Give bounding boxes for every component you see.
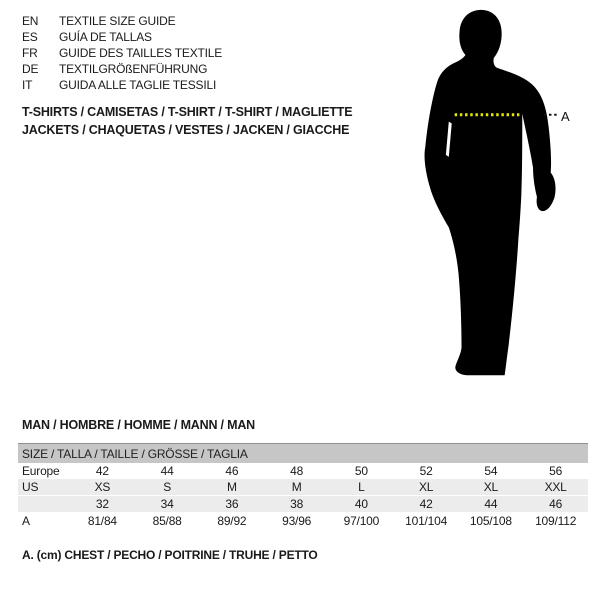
cell: 93/96 [282, 514, 312, 528]
cell: 89/92 [217, 514, 247, 528]
row-label: Europe [22, 464, 60, 478]
cell: 46 [549, 497, 563, 511]
category-tshirts: T-SHIRTS / CAMISETAS / T-SHIRT / T-SHIRT / MAGLIETTE [22, 105, 353, 119]
section-title: MAN / HOMBRE / HOMME / MANN / MAN [22, 418, 255, 432]
measure-label-a: A [561, 109, 570, 124]
cell: 54 [484, 464, 498, 478]
measurement-footnote: A. (cm) CHEST / PECHO / POITRINE / TRUHE / PETTO [22, 548, 318, 562]
language-list [22, 13, 222, 93]
category-titles [22, 103, 352, 139]
cell: XL [483, 480, 499, 494]
language-label: GUIDE DES TAILLES TEXTILE [59, 46, 223, 60]
cell: 44 [484, 497, 498, 511]
cell: 85/88 [152, 514, 182, 528]
language-row [22, 29, 222, 45]
cell: M [226, 480, 237, 494]
cell: 32 [95, 497, 109, 511]
cell: 36 [225, 497, 239, 511]
language-code: DE [22, 62, 39, 76]
man-silhouette [402, 6, 572, 388]
cell: 34 [160, 497, 174, 511]
category-jackets: JACKETS / CHAQUETAS / VESTES / JACKEN / GIACCHE [22, 123, 350, 137]
size-table-header-row [18, 444, 588, 464]
cell: 44 [160, 464, 174, 478]
table-row-us-numeric [18, 496, 588, 513]
row-label: A [22, 514, 30, 528]
cell: 40 [354, 497, 368, 511]
cell: 48 [290, 464, 304, 478]
cell: 109/112 [535, 514, 577, 528]
language-label: TEXTILGRÖßENFÜHRUNG [59, 62, 208, 76]
language-code: EN [22, 14, 39, 28]
cell: 56 [549, 464, 563, 478]
man-figure [402, 6, 600, 390]
cell: 50 [354, 464, 368, 478]
language-row [22, 61, 222, 77]
cell: 42 [419, 497, 433, 511]
language-label: GUÍA DE TALLAS [59, 30, 152, 44]
row-label: US [22, 480, 39, 494]
cell: 52 [419, 464, 433, 478]
language-row [22, 13, 222, 29]
cell: 38 [290, 497, 304, 511]
language-code: IT [22, 78, 33, 92]
table-row-us [18, 479, 588, 496]
table-row-europe [18, 463, 588, 479]
cell: M [291, 480, 302, 494]
cell: 105/108 [469, 514, 512, 528]
language-row [22, 45, 222, 61]
language-label: TEXTILE SIZE GUIDE [59, 14, 176, 28]
cell: S [163, 480, 172, 494]
cell: 46 [225, 464, 239, 478]
cell: 81/84 [87, 514, 117, 528]
size-table [18, 443, 588, 529]
cell: XXL [544, 480, 567, 494]
cell: 97/100 [343, 514, 380, 528]
row-label [18, 496, 70, 513]
cell: XL [418, 480, 434, 494]
language-row [22, 77, 222, 93]
table-row-chest-a [18, 513, 588, 530]
size-table-header: SIZE / TALLA / TAILLE / GRÖSSE / TAGLIA [18, 444, 588, 464]
cell: 101/104 [405, 514, 448, 528]
language-code: FR [22, 46, 38, 60]
language-label: GUIDA ALLE TAGLIE TESSILI [59, 78, 217, 92]
cell: 42 [95, 464, 109, 478]
language-code: ES [22, 30, 38, 44]
cell: XS [94, 480, 111, 494]
cell: L [358, 480, 365, 494]
